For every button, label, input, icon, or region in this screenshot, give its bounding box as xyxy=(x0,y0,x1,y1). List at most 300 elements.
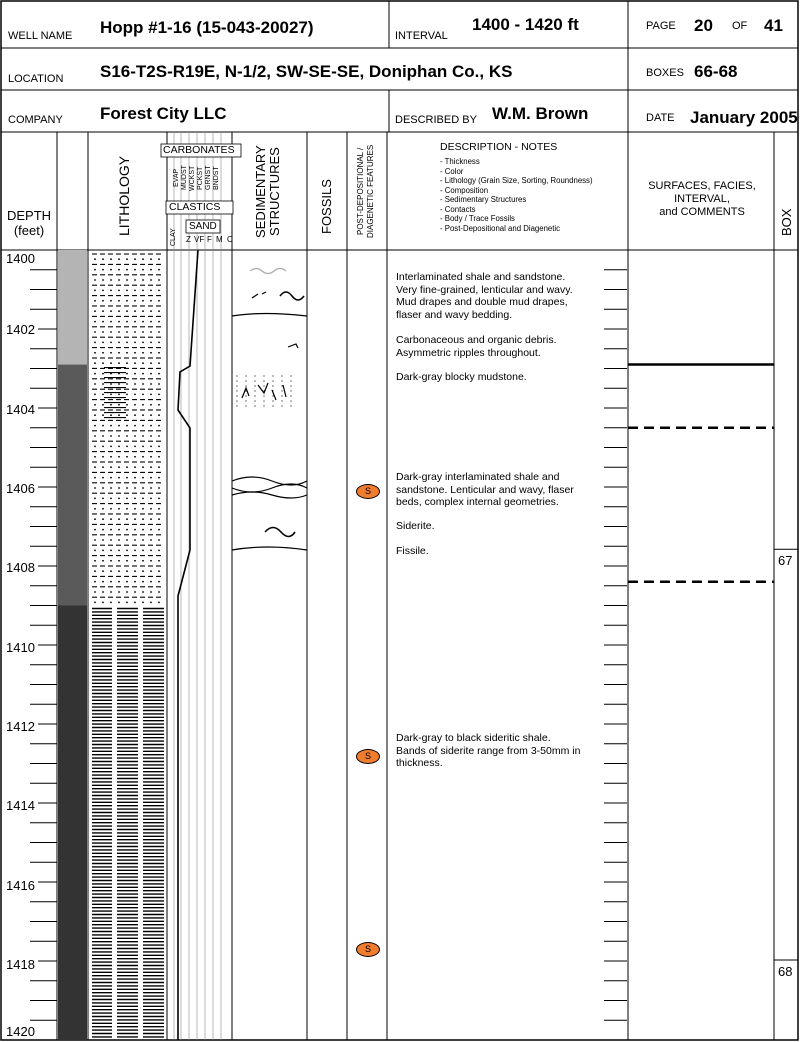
description-block-5 xyxy=(396,520,612,533)
lithology-sand-dot xyxy=(142,529,144,531)
lithology-sand-dot xyxy=(134,570,136,572)
lithology-sand-dot xyxy=(110,352,112,354)
lithology-sand-dot xyxy=(126,383,128,385)
lithology-sand-dot xyxy=(158,352,160,354)
lithology-sand-dot xyxy=(158,518,160,520)
lithology-sand-dot xyxy=(158,456,160,458)
lithology-sand-dot xyxy=(142,570,144,572)
carbonate-class-label: WCKST xyxy=(189,165,196,191)
lithology-sand-dot xyxy=(94,373,96,375)
lithology-sand-dot xyxy=(134,290,136,292)
lithology-sand-dot xyxy=(150,446,152,448)
lithology-sand-dot xyxy=(102,581,104,583)
depth-label: 1408 xyxy=(6,560,35,575)
lithology-sand-dot xyxy=(94,529,96,531)
lithology-sand-dot xyxy=(134,321,136,323)
lithology-sand-dot xyxy=(94,602,96,604)
lithology-sand-dot xyxy=(134,331,136,333)
lithology-sand-dot xyxy=(142,498,144,500)
lithology-sand-dot xyxy=(142,466,144,468)
lithology-sand-dot xyxy=(110,466,112,468)
lithology-sand-dot xyxy=(126,581,128,583)
lithology-sand-dot xyxy=(118,331,120,333)
grain-size-label: M xyxy=(216,235,223,244)
lithology-sand-dot xyxy=(118,300,120,302)
lithology-sand-dot xyxy=(94,581,96,583)
lithology-sand-dot xyxy=(158,498,160,500)
lithology-sand-dot xyxy=(134,550,136,552)
carbonate-class-label: MUDST xyxy=(181,165,188,191)
lithology-sand-dot xyxy=(94,435,96,437)
lithology-sand-dot xyxy=(150,310,152,312)
lithology-sand-dot xyxy=(102,529,104,531)
lithology-sand-dot xyxy=(102,518,104,520)
description-header: DESCRIPTION - NOTES xyxy=(440,141,558,153)
lithology-sand-dot xyxy=(134,602,136,604)
lithology-sand-dot xyxy=(158,290,160,292)
fossils-header: FOSSILS xyxy=(319,179,334,235)
location-label: LOCATION xyxy=(8,73,64,85)
lithology-sand-dot xyxy=(102,508,104,510)
lithology-sand-dot xyxy=(150,487,152,489)
lithology-sand-dot xyxy=(102,435,104,437)
lithology-sand-dot xyxy=(102,498,104,500)
lithology-sand-dot xyxy=(118,394,120,396)
desc-line: Very fine-grained, lenticular and wavy. xyxy=(396,283,573,296)
lithology-sand-dot xyxy=(158,331,160,333)
lithology-sand-dot xyxy=(142,373,144,375)
description-block-4 xyxy=(396,471,612,509)
lithology-sand-dot xyxy=(126,477,128,479)
description-block-7 xyxy=(396,732,612,770)
lithology-sand-dot xyxy=(126,352,128,354)
date-value: January 2005 xyxy=(690,108,798,127)
lithology-sand-dot xyxy=(118,404,120,406)
lithology-sand-dot xyxy=(102,279,104,281)
clay-header: CLAY xyxy=(170,228,177,246)
lithology-sand-dot xyxy=(142,352,144,354)
lithology-sand-dot xyxy=(118,539,120,541)
lithology-sand-dot xyxy=(102,342,104,344)
lithology-sand-dot xyxy=(126,518,128,520)
surfaces-line2: INTERVAL, xyxy=(674,193,730,205)
lithology-sand-dot xyxy=(134,414,136,416)
lithology-sand-dot xyxy=(134,487,136,489)
lithology-sand-dot xyxy=(118,269,120,271)
interval-label: INTERVAL xyxy=(395,30,448,42)
lithology-sand-dot xyxy=(118,414,120,416)
lithology-sand-dot xyxy=(134,342,136,344)
lithology-sand-dot xyxy=(158,487,160,489)
sedimentary-structures-header xyxy=(254,140,282,244)
lithology-sand-dot xyxy=(110,560,112,562)
lithology-sand-dot xyxy=(158,321,160,323)
lithology-sand-dot xyxy=(110,321,112,323)
carbonate-class-label: EVAP xyxy=(173,168,180,188)
lithology-sand-dot xyxy=(94,362,96,364)
lithology-sand-dot xyxy=(158,570,160,572)
grain-size-label: Z xyxy=(186,235,191,244)
lithology-sand-dot xyxy=(134,269,136,271)
lithology-sand-dot xyxy=(150,290,152,292)
lithology-sand-dot xyxy=(134,435,136,437)
lithology-sand-dot xyxy=(134,498,136,500)
lithology-sand-dot xyxy=(134,591,136,593)
lithology-sand-dot xyxy=(126,342,128,344)
lithology-sand-dot xyxy=(94,466,96,468)
lithology-sand-dot xyxy=(150,342,152,344)
surfaces-header xyxy=(630,180,774,219)
lithology-sand-dot xyxy=(118,352,120,354)
lithology-sand-dot xyxy=(150,466,152,468)
lithology-sand-dot xyxy=(94,414,96,416)
lithology-sand-dot xyxy=(126,414,128,416)
description-block-6 xyxy=(396,545,612,558)
lithology-sand-dot xyxy=(94,591,96,593)
lithology-sand-dot xyxy=(142,446,144,448)
lithology-sand-dot xyxy=(102,602,104,604)
lithology-sand-dot xyxy=(150,529,152,531)
lithology-sand-dot xyxy=(118,591,120,593)
description-note-item: - Post-Depositional and Diagenetic xyxy=(440,224,593,234)
lithology-sand-dot xyxy=(118,362,120,364)
lithology-sand-dot xyxy=(150,518,152,520)
lithology-sand-dot xyxy=(102,394,104,396)
desc-line: Mud drapes and double mud drapes, xyxy=(396,296,568,308)
lithology-sand-dot xyxy=(134,300,136,302)
lithology-sand-dot xyxy=(102,539,104,541)
lithology-sand-dot xyxy=(150,258,152,260)
sand-header: SAND xyxy=(189,221,217,232)
lithology-sand-dot xyxy=(142,383,144,385)
lithology-sand-dot xyxy=(134,466,136,468)
lithology-sand-dot xyxy=(150,581,152,583)
lithology-sand-dot xyxy=(110,518,112,520)
lithology-sand-dot xyxy=(94,498,96,500)
dynamic-layer xyxy=(30,250,798,1040)
post-dep-line1: POST-DEPOSITIONAL / xyxy=(356,147,365,235)
lithology-sand-dot xyxy=(126,487,128,489)
boxes-label: BOXES xyxy=(646,67,684,79)
lithology-sand-dot xyxy=(142,269,144,271)
lithology-sand-dot xyxy=(150,300,152,302)
lithology-sand-dot xyxy=(142,487,144,489)
of-label: OF xyxy=(732,20,748,32)
lithology-sand-dot xyxy=(110,581,112,583)
lithology-sand-dot xyxy=(126,591,128,593)
lithology-sand-dot xyxy=(142,518,144,520)
lithology-sand-dot xyxy=(118,550,120,552)
carbonate-class-label: BNDST xyxy=(213,166,220,190)
company-value: Forest City LLC xyxy=(100,104,227,123)
desc-line: Asymmetric ripples throughout. xyxy=(396,346,541,359)
box-header: BOX xyxy=(779,208,794,236)
description-note-item: - Color xyxy=(440,167,593,177)
lithology-sand-dot xyxy=(150,570,152,572)
lithology-sand-dot xyxy=(134,529,136,531)
lithology-sand-dot xyxy=(118,342,120,344)
lithology-sand-dot xyxy=(142,435,144,437)
interval-value: 1400 - 1420 ft xyxy=(472,15,579,34)
sed-struct-line1: SEDIMENTARY xyxy=(253,145,268,239)
siderite-symbol: S xyxy=(356,942,380,957)
lithology-sand-dot xyxy=(102,414,104,416)
lithology-sand-dot xyxy=(134,456,136,458)
lithology-sand-dot xyxy=(110,269,112,271)
carbonates-header: CARBONATES xyxy=(163,144,235,156)
lithology-sand-dot xyxy=(142,310,144,312)
description-note-item: - Composition xyxy=(440,186,593,196)
lithology-sand-dot xyxy=(118,290,120,292)
core-color-band xyxy=(58,606,87,1041)
lithology-sand-dot xyxy=(110,394,112,396)
lithology-sand-dot xyxy=(134,539,136,541)
depth-label: 1412 xyxy=(6,719,35,734)
lithology-sand-dot xyxy=(158,269,160,271)
lithology-sand-dot xyxy=(118,518,120,520)
lithology-sand-dot xyxy=(110,487,112,489)
carbonate-class-label: PCKST xyxy=(197,166,204,190)
lithology-sand-dot xyxy=(142,539,144,541)
lithology-sand-dot xyxy=(110,446,112,448)
lithology-sand-dot xyxy=(150,362,152,364)
lithology-sand-dot xyxy=(142,300,144,302)
lithology-sand-dot xyxy=(126,446,128,448)
lithology-sand-dot xyxy=(150,425,152,427)
surfaces-line3: and COMMENTS xyxy=(659,206,745,218)
lithology-sand-dot xyxy=(158,435,160,437)
lithology-sand-dot xyxy=(126,362,128,364)
post-depositional-header xyxy=(356,136,376,246)
page-number: 20 xyxy=(694,16,713,35)
lithology-sand-dot xyxy=(134,258,136,260)
lithology-sand-dot xyxy=(150,435,152,437)
lithology-sand-dot xyxy=(158,258,160,260)
depth-header-title: DEPTH xyxy=(6,208,52,223)
lithology-sand-dot xyxy=(150,331,152,333)
lithology-sand-dot xyxy=(142,550,144,552)
lithology-sand-dot xyxy=(110,342,112,344)
lithology-sand-dot xyxy=(142,560,144,562)
lithology-sand-dot xyxy=(94,331,96,333)
lithology-sand-dot xyxy=(110,591,112,593)
lithology-sand-dot xyxy=(134,373,136,375)
lithology-sand-dot xyxy=(94,518,96,520)
post-dep-line2: DIAGENETIC FEATURES xyxy=(366,144,375,238)
lithology-sand-dot xyxy=(118,466,120,468)
lithology-sand-dot xyxy=(118,383,120,385)
lithology-sand-dot xyxy=(102,373,104,375)
lithology-sand-dot xyxy=(110,300,112,302)
lithology-sand-dot xyxy=(94,269,96,271)
lithology-sand-dot xyxy=(158,477,160,479)
lithology-sand-dot xyxy=(110,529,112,531)
lithology-sand-dot xyxy=(150,508,152,510)
lithology-sand-dot xyxy=(126,435,128,437)
desc-line: thickness. xyxy=(396,757,443,769)
depth-label: 1420 xyxy=(6,1024,35,1039)
lithology-sand-dot xyxy=(134,310,136,312)
description-note-item: - Lithology (Grain Size, Sorting, Roundness) xyxy=(440,176,593,186)
lithology-sand-dot xyxy=(142,404,144,406)
lithology-sand-dot xyxy=(150,414,152,416)
lithology-sand-dot xyxy=(110,362,112,364)
siderite-symbol: S xyxy=(356,484,380,499)
description-note-item: - Thickness xyxy=(440,157,593,167)
lithology-sand-dot xyxy=(94,279,96,281)
company-label: COMPANY xyxy=(8,114,63,126)
lithology-sand-dot xyxy=(126,404,128,406)
lithology-sand-dot xyxy=(102,300,104,302)
page-label: PAGE xyxy=(646,20,676,32)
lithology-sand-dot xyxy=(110,498,112,500)
lithology-sand-dot xyxy=(102,456,104,458)
well-name-label: WELL NAME xyxy=(8,30,73,42)
lithology-sand-dot xyxy=(150,269,152,271)
lithology-sand-dot xyxy=(158,529,160,531)
total-pages: 41 xyxy=(764,16,783,35)
lithology-sand-dot xyxy=(126,550,128,552)
described-by-label: DESCRIBED BY xyxy=(395,114,477,126)
lithology-sand-dot xyxy=(158,446,160,448)
lithology-sand-dot xyxy=(118,446,120,448)
lithology-sand-dot xyxy=(110,602,112,604)
lithology-sand-dot xyxy=(150,591,152,593)
core-color-band xyxy=(58,365,87,606)
boxes-value: 66-68 xyxy=(694,62,738,81)
desc-line: Bands of siderite range from 3-50mm in xyxy=(396,744,581,757)
lithology-sand-dot xyxy=(134,446,136,448)
box-number-label: 67 xyxy=(778,553,793,569)
desc-line: Dark-gray blocky mudstone. xyxy=(396,371,527,383)
described-by-value: W.M. Brown xyxy=(492,104,589,123)
lithology-sand-dot xyxy=(126,466,128,468)
lithology-sand-dot xyxy=(126,373,128,375)
lithology-sand-dot xyxy=(94,342,96,344)
lithology-sand-dot xyxy=(150,602,152,604)
lithology-sand-dot xyxy=(118,508,120,510)
lithology-sand-dot xyxy=(94,321,96,323)
depth-header-unit: (feet) xyxy=(13,223,45,238)
desc-line: sandstone. Lenticular and wavy, flaser xyxy=(396,483,574,496)
lithology-sand-dot xyxy=(134,518,136,520)
lithology-sand-dot xyxy=(102,487,104,489)
lithology-sand-dot xyxy=(142,331,144,333)
lithology-sand-dot xyxy=(150,373,152,375)
carbonate-class-label: GRNST xyxy=(205,165,212,191)
lithology-sand-dot xyxy=(126,425,128,427)
lithology-sand-dot xyxy=(142,591,144,593)
lithology-sand-dot xyxy=(158,404,160,406)
lithology-sand-dot xyxy=(94,570,96,572)
lithology-sand-dot xyxy=(142,342,144,344)
lithology-sand-dot xyxy=(118,602,120,604)
lithology-sand-dot xyxy=(158,466,160,468)
lithology-sand-dot xyxy=(126,258,128,260)
desc-line: flaser and wavy bedding. xyxy=(396,308,513,321)
depth-header xyxy=(2,208,56,238)
lithology-sand-dot xyxy=(102,310,104,312)
lithology-sand-dot xyxy=(158,560,160,562)
lithology-sand-dot xyxy=(102,269,104,271)
lithology-sand-dot xyxy=(126,290,128,292)
lithology-sand-dot xyxy=(102,570,104,572)
location-value: S16-T2S-R19E, N-1/2, SW-SE-SE, Doniphan Co., KS xyxy=(100,62,513,81)
lithology-sand-dot xyxy=(102,290,104,292)
lithology-sand-dot xyxy=(94,446,96,448)
lithology-sand-dot xyxy=(118,570,120,572)
lithology-sand-dot xyxy=(142,321,144,323)
lithology-sand-dot xyxy=(142,414,144,416)
lithology-sand-dot xyxy=(102,321,104,323)
lithology-sand-dot xyxy=(150,404,152,406)
lithology-sand-dot xyxy=(142,602,144,604)
lithology-sand-dot xyxy=(134,508,136,510)
lithology-sand-dot xyxy=(94,456,96,458)
lithology-sand-dot xyxy=(102,383,104,385)
depth-label: 1406 xyxy=(6,481,35,496)
lithology-sand-dot xyxy=(110,290,112,292)
desc-line: Dark-gray interlaminated shale and xyxy=(396,471,560,483)
grain-size-label: F xyxy=(207,235,212,244)
lithology-sand-dot xyxy=(142,362,144,364)
desc-line: Interlaminated shale and sandstone. xyxy=(396,271,566,283)
lithology-sand-dot xyxy=(142,477,144,479)
lithology-sand-dot xyxy=(126,456,128,458)
depth-label: 1418 xyxy=(6,957,35,972)
description-block-1 xyxy=(396,271,612,321)
lithology-sand-dot xyxy=(102,446,104,448)
depth-label: 1410 xyxy=(6,640,35,655)
lithology-sand-dot xyxy=(158,539,160,541)
grain-size-label: VF xyxy=(194,235,205,244)
lithology-sand-dot xyxy=(94,383,96,385)
lithology-header: LITHOLOGY xyxy=(116,155,132,237)
description-note-item: - Contacts xyxy=(440,205,593,215)
lithology-sand-dot xyxy=(110,331,112,333)
lithology-sand-dot xyxy=(110,435,112,437)
lithology-sand-dot xyxy=(150,498,152,500)
lithology-sand-dot xyxy=(110,550,112,552)
lithology-sand-dot xyxy=(158,342,160,344)
lithology-sand-dot xyxy=(142,456,144,458)
clastics-header: CLASTICS xyxy=(169,201,221,213)
lithology-sand-dot xyxy=(158,425,160,427)
lithology-sand-dot xyxy=(150,394,152,396)
lithology-sand-dot xyxy=(126,498,128,500)
lithology-sand-dot xyxy=(102,362,104,364)
lithology-sand-dot xyxy=(126,570,128,572)
lithology-sand-dot xyxy=(110,456,112,458)
well-name-value: Hopp #1-16 (15-043-20027) xyxy=(100,18,314,37)
lithology-sand-dot xyxy=(118,487,120,489)
lithology-sand-dot xyxy=(142,290,144,292)
lithology-sand-dot xyxy=(118,456,120,458)
lithology-sand-dot xyxy=(94,404,96,406)
lithology-sand-dot xyxy=(102,591,104,593)
lithology-sand-dot xyxy=(158,373,160,375)
lithology-sand-dot xyxy=(110,404,112,406)
date-label: DATE xyxy=(646,112,675,124)
lithology-sand-dot xyxy=(94,394,96,396)
lithology-sand-dot xyxy=(118,435,120,437)
lithology-sand-dot xyxy=(150,383,152,385)
lithology-sand-dot xyxy=(94,425,96,427)
depth-label: 1414 xyxy=(6,798,35,813)
lithology-sand-dot xyxy=(158,279,160,281)
lithology-sand-dot xyxy=(158,310,160,312)
lithology-sand-dot xyxy=(142,581,144,583)
